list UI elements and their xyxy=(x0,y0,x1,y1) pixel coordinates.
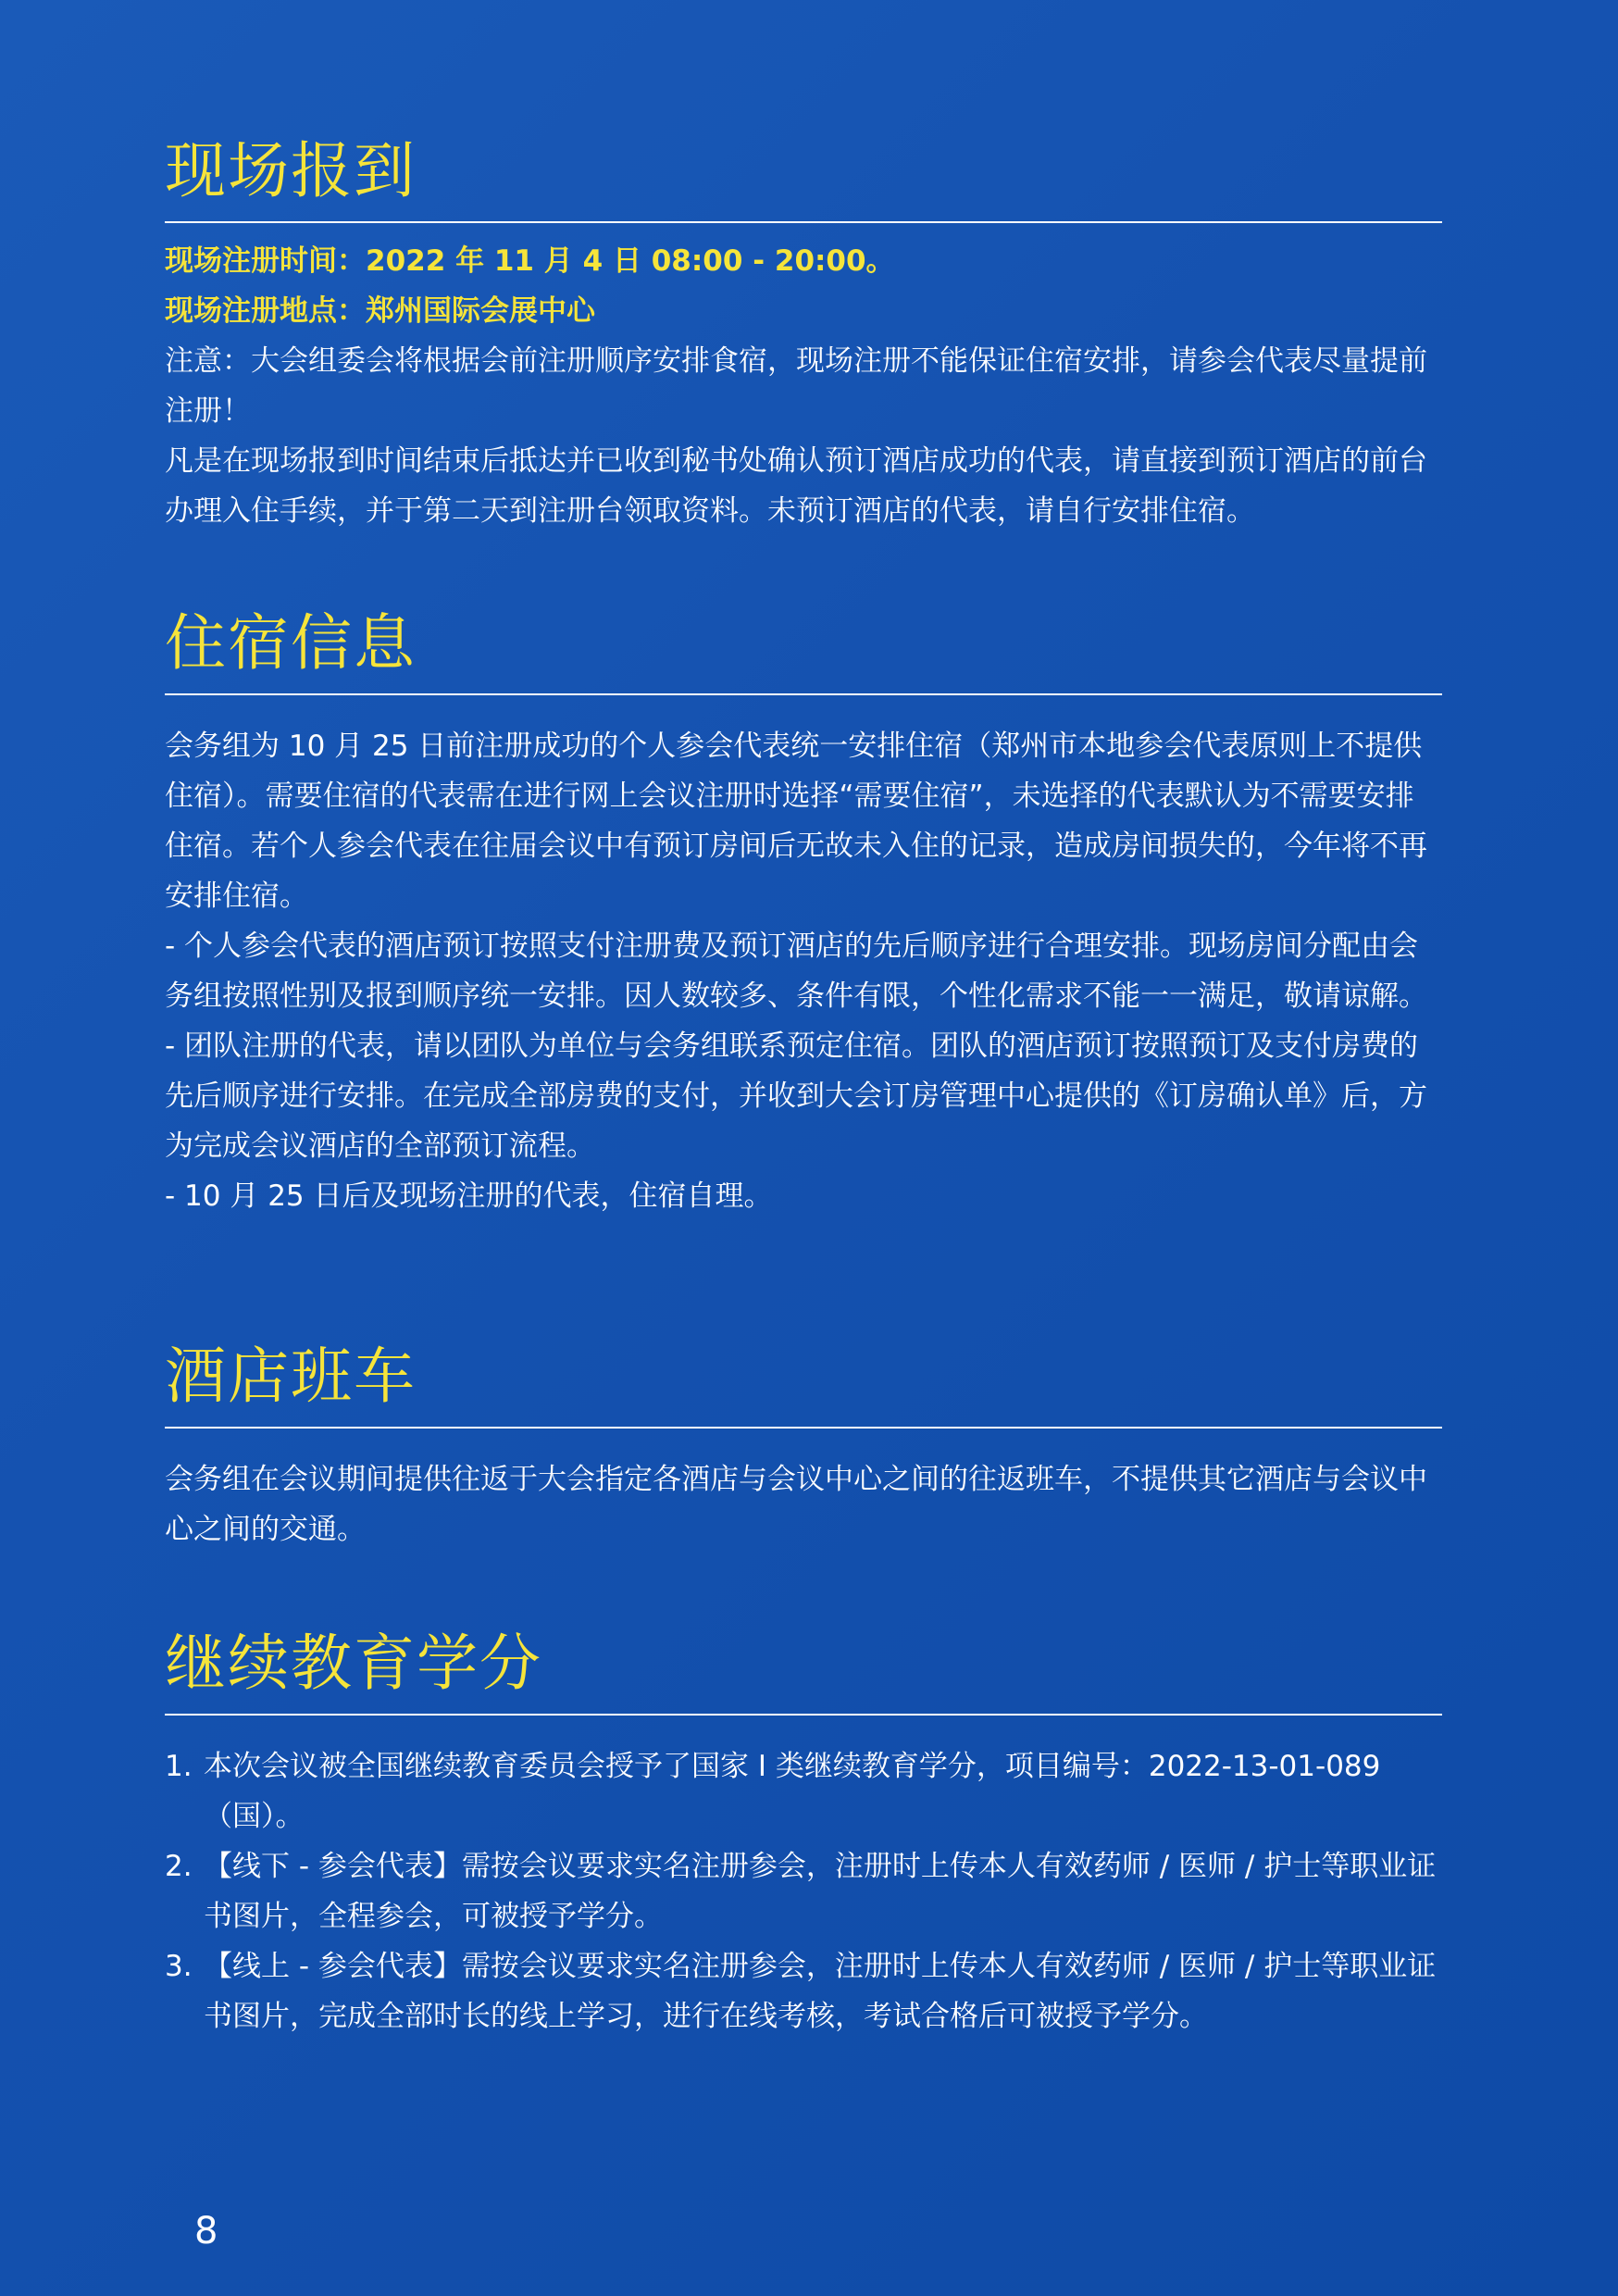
list-text: 【线上 - 参会代表】需按会议要求实名注册参会，注册时上传本人有效药师 / 医师 / 护士等职业证书图片，完成全部时长的线上学习，进行在线考核，考试合格后可被授予学分。 xyxy=(204,1950,1437,2033)
shuttle-text: 会务组在会议期间提供往返于大会指定各酒店与会议中心之间的往返班车，不提供其它酒店与会议中心之间的交通。 xyxy=(165,1463,1427,1546)
section-divider xyxy=(165,1427,1442,1429)
lodging-item: - 团队注册的代表，请以团队为单位与会务组联系预定住宿。团队的酒店预订按照预订及支付房费的先后顺序进行安排。在完成全部房费的支付，并收到大会订房管理中心提供的《订房确认单》后，方为完成会议酒店的全部预订流程。 xyxy=(165,1029,1427,1163)
section-divider xyxy=(165,693,1442,695)
credits-list xyxy=(165,1741,1442,2041)
section-divider xyxy=(165,221,1442,223)
section-lodging xyxy=(165,606,1442,1221)
list-text: 【线下 - 参会代表】需按会议要求实名注册参会，注册时上传本人有效药师 / 医师 / 护士等职业证书图片，全程参会，可被授予学分。 xyxy=(204,1850,1437,1933)
list-text: 本次会议被全国继续教育委员会授予了国家 I 类继续教育学分，项目编号：2022-13-01-089（国）。 xyxy=(204,1750,1381,1833)
section-divider xyxy=(165,1714,1442,1716)
section-title-checkin: 现场报到 xyxy=(165,135,417,206)
list-item xyxy=(165,1741,1442,1841)
checkin-note: 注意：大会组委会将根据会前注册顺序安排食宿，现场注册不能保证住宿安排，请参会代表尽量提前注册！ xyxy=(165,344,1427,428)
page-number: 8 xyxy=(194,2210,218,2252)
checkin-late-arrival: 凡是在现场报到时间结束后抵达并已收到秘书处确认预订酒店成功的代表，请直接到预订酒店的前台办理入住手续，并于第二天到注册台领取资料。未预订酒店的代表，请自行安排住宿。 xyxy=(165,444,1427,528)
checkin-time: 现场注册时间：2022 年 11 月 4 日 08:00 - 20:00。 xyxy=(165,244,895,278)
section-credits xyxy=(165,1627,1442,2041)
list-number: 1. xyxy=(165,1750,193,1783)
lodging-item: - 个人参会代表的酒店预订按照支付注册费及预订酒店的先后顺序进行合理安排。现场房间分配由会务组按照性别及报到顺序统一安排。因人数较多、条件有限，个性化需求不能一一满足，敬请谅解。 xyxy=(165,930,1427,1013)
section-shuttle xyxy=(165,1340,1442,1554)
list-number: 2. xyxy=(165,1850,193,1883)
lodging-intro: 会务组为 10 月 25 日前注册成功的个人参会代表统一安排住宿（郑州市本地参会代表原则上不提供住宿）。需要住宿的代表需在进行网上会议注册时选择“需要住宿”，未选择的代表默认为不需要安排住宿。若个人参会代表在往届会议中有预订房间后无故未入住的记录，造成房间损失的，今年将不再安排住宿。 xyxy=(165,730,1427,913)
list-number: 3. xyxy=(165,1950,193,1983)
checkin-place: 现场注册地点：郑州国际会展中心 xyxy=(165,294,595,328)
section-title-credits: 继续教育学分 xyxy=(165,1628,542,1699)
list-item xyxy=(165,1841,1442,1941)
section-checkin xyxy=(165,134,1442,536)
list-item xyxy=(165,1941,1442,2041)
section-title-lodging: 住宿信息 xyxy=(165,607,417,679)
section-title-shuttle: 酒店班车 xyxy=(165,1341,417,1412)
lodging-item: - 10 月 25 日后及现场注册的代表，住宿自理。 xyxy=(165,1179,773,1213)
